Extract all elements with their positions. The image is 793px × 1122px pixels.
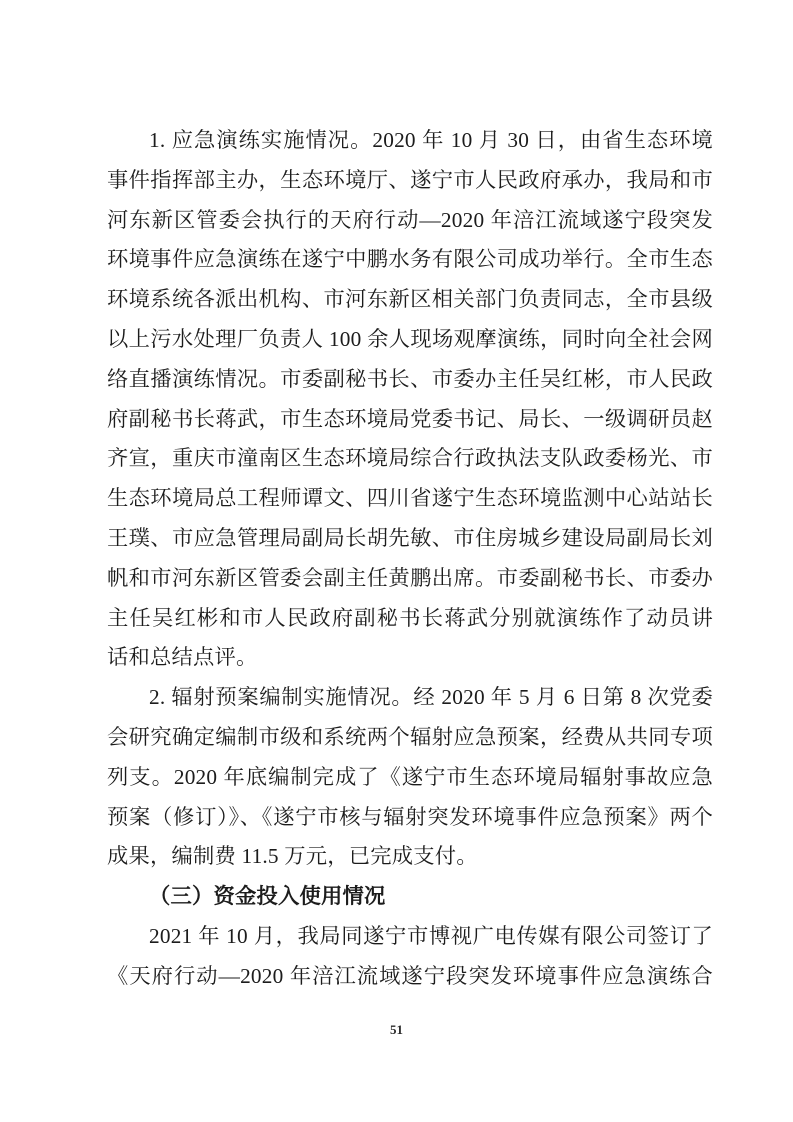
text-line-10: 生态环境局总工程师谭文、四川省遂宁生态环境监测中心站站长 bbox=[107, 486, 713, 511]
text-line-1: 1. 应急演练实施情况。2020 年 10 月 30 日，由省生态环境 bbox=[149, 128, 713, 152]
text-line-12: 帆和市河东新区管委会副主任黄鹏出席。市委副秘书长、市委办 bbox=[107, 565, 713, 590]
text-line-14: 话和总结点评。 bbox=[107, 645, 258, 670]
text-line-20: （三）资金投入使用情况 bbox=[149, 884, 386, 909]
text-line-6: 以上污水处理厂负责人 100 余人现场观摩演练，同时向全社会网 bbox=[107, 326, 713, 351]
text-line-13: 主任吴红彬和市人民政府副秘书长蒋武分别就演练作了动员讲 bbox=[107, 605, 713, 630]
page-number: 51 bbox=[390, 1022, 403, 1037]
text-line-2: 事件指挥部主办，生态环境厅、遂宁市人民政府承办，我局和市 bbox=[107, 167, 713, 192]
text-line-3: 河东新区管委会执行的天府行动—2020 年涪江流域遂宁段突发 bbox=[107, 207, 713, 232]
text-line-15: 2. 辐射预案编制实施情况。经 2020 年 5 月 6 日第 8 次党委 bbox=[149, 685, 713, 710]
text-line-7: 络直播演练情况。市委副秘书长、市委办主任吴红彬，市人民政 bbox=[107, 366, 713, 391]
text-line-8: 府副秘书长蒋武，市生态环境局党委书记、局长、一级调研员赵 bbox=[107, 406, 713, 431]
text-line-19: 成果，编制费 11.5 万元，已完成支付。 bbox=[107, 844, 478, 869]
text-line-4: 环境事件应急演练在遂宁中鹏水务有限公司成功举行。全市生态 bbox=[107, 247, 713, 272]
text-line-18: 预案（修订）》、《遂宁市核与辐射突发环境事件应急预案》两个 bbox=[107, 804, 713, 829]
text-line-9: 齐宣，重庆市潼南区生态环境局综合行政执法支队政委杨光、市 bbox=[107, 446, 713, 471]
text-line-21: 2021 年 10 月，我局同遂宁市博视广电传媒有限公司签订了 bbox=[149, 923, 713, 948]
text-line-17: 列支。2020 年底编制完成了《遂宁市生态环境局辐射事故应急 bbox=[107, 764, 713, 789]
document-body-text bbox=[107, 121, 713, 997]
text-line-22: 《天府行动—2020 年涪江流域遂宁段突发环境事件应急演练合 bbox=[107, 963, 713, 988]
text-line-11: 王璞、市应急管理局副局长胡先敏、市住房城乡建设局副局长刘 bbox=[107, 525, 713, 550]
text-line-5: 环境系统各派出机构、市河东新区相关部门负责同志，全市县级 bbox=[107, 287, 713, 312]
text-line-16: 会研究确定编制市级和系统两个辐射应急预案，经费从共同专项 bbox=[107, 724, 713, 749]
